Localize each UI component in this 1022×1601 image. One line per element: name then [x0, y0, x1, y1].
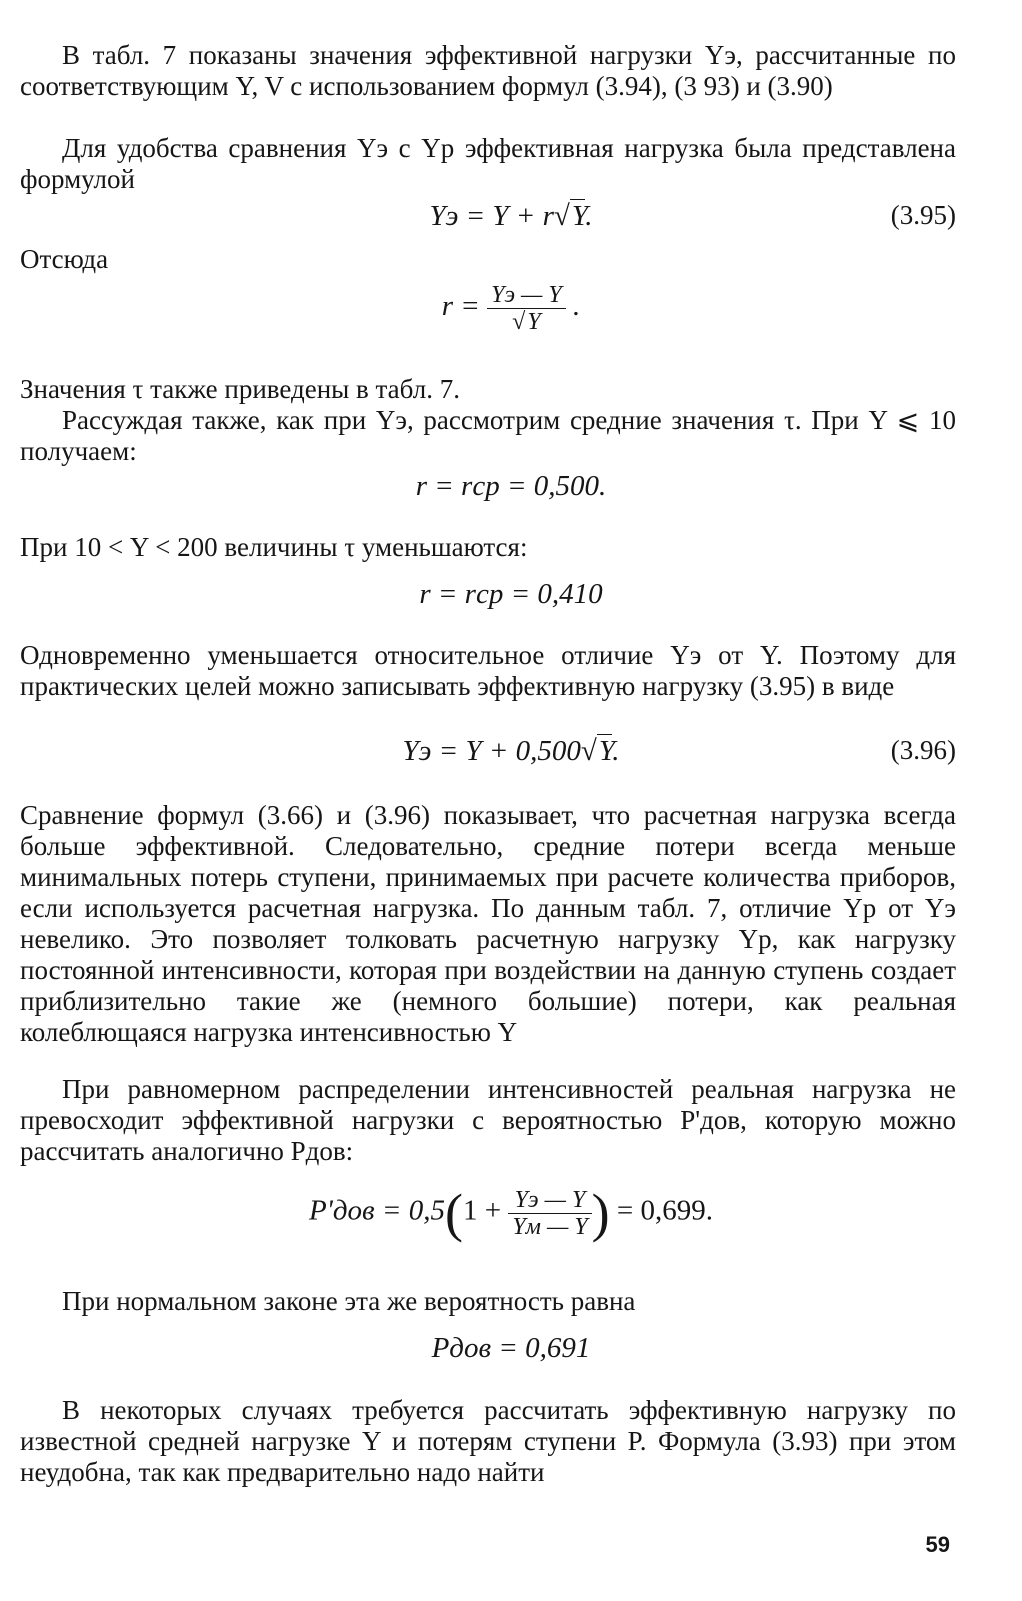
equation-lhs: Yэ = Y + 0,500	[402, 735, 581, 767]
equation-rcp-1	[0, 470, 1022, 510]
paragraph-8: При равномерном распределении интенсивностей реальная нагрузка не превосходит эффективной нагрузки с вероятностью P'дов, которую можно рассчитать аналогично Pдов:	[20, 1074, 956, 1166]
fraction	[487, 282, 566, 335]
equation-tail: .	[585, 200, 593, 232]
equation-number: (3.95)	[890, 200, 956, 230]
hence-label: Отсюда	[20, 244, 109, 274]
equation-rcp-2	[0, 578, 1022, 618]
page-number: 59	[925, 1532, 950, 1557]
equation-r	[0, 282, 1022, 346]
paragraph-4: Рассуждая также, как при Yэ, рассмотрим средние значения τ. При Y ⩽ 10 получаем:	[20, 405, 956, 466]
equation-text: r = rср = 0,500.	[415, 470, 607, 502]
equation-lhs: P'дов = 0,5	[308, 1194, 445, 1227]
equation-rhs: = 0,699.	[616, 1194, 714, 1227]
equation-root: Y	[571, 200, 586, 232]
paragraph-1: В табл. 7 показаны значения эффективной нагрузки Yэ, рассчитанные по соответствующим Y, V с использованием формул (3.94), (3 93) и (3.90)	[20, 40, 956, 101]
paragraph-5: При 10 < Y < 200 величины τ уменьшаются:	[20, 532, 528, 562]
equation-text: r = rср = 0,410	[419, 578, 603, 610]
equation-3-95: Yэ = Y + r√Y. (3.95)	[429, 200, 956, 232]
paragraph-10: В некоторых случаях требуется рассчитать эффективную нагрузку по известной средней нагрузке Y и потерям ступени P. Формула (3.93) при этом неудобна, так как предварительно надо найти	[20, 1395, 956, 1487]
paragraph-7: Сравнение формул (3.66) и (3.96) показывает, что расчетная нагрузка всегда больше эффективной. Следовательно, средние потери всегда меньше минимальных потерь ступени, принимаемых при расчете количества приборов, если используется расчетная нагрузка. По данным табл. 7, отличие Yр от Yэ невелико. Это позволяет толковать расчетную нагрузку Yр, как нагрузку постоянной интенсивности, которая при воздействии на данную ступень создает приблизительно такие же (немного большие) потери, как реальная колеблющаяся нагрузка интенсивностью Y	[20, 800, 956, 1047]
paragraph-9: При нормальном законе эта же вероятность равна	[62, 1286, 636, 1316]
denominator-root: Y	[527, 309, 541, 335]
equation-one: 1 +	[462, 1194, 502, 1227]
fraction-denominator: √Y	[487, 308, 566, 335]
paragraph-3: Значения τ также приведены в табл. 7.	[20, 374, 460, 404]
left-paren: (	[444, 1183, 463, 1243]
equation-lhs: r =	[441, 290, 480, 323]
equation-tail: .	[572, 290, 581, 323]
fraction	[508, 1187, 591, 1240]
equation-lhs: Yэ = Y + r	[429, 200, 554, 232]
fraction-numerator: Yэ — Y	[514, 1186, 586, 1213]
equation-number: (3.96)	[890, 735, 956, 765]
paragraph-6: Одновременно уменьшается относительное отличие Yэ от Y. Поэтому для практических целей можно записывать эффективную нагрузку (3.95) в виде	[20, 640, 956, 701]
paragraph-2: Для удобства сравнения Yэ с Yр эффективная нагрузка была представлена формулой	[20, 133, 956, 194]
right-paren: )	[591, 1183, 610, 1243]
equation-pdov	[0, 1182, 1022, 1252]
equation-tail: .	[612, 735, 620, 767]
equation-3-96: Yэ = Y + 0,500√Y. (3.96)	[402, 735, 956, 767]
equation-pdov-2	[0, 1332, 1022, 1372]
fraction-numerator: Yэ — Y	[491, 282, 562, 308]
equation-text: Pдов = 0,691	[431, 1332, 591, 1364]
fraction-denominator: Yм — Y	[508, 1213, 591, 1240]
equation-root: Y	[598, 735, 613, 767]
